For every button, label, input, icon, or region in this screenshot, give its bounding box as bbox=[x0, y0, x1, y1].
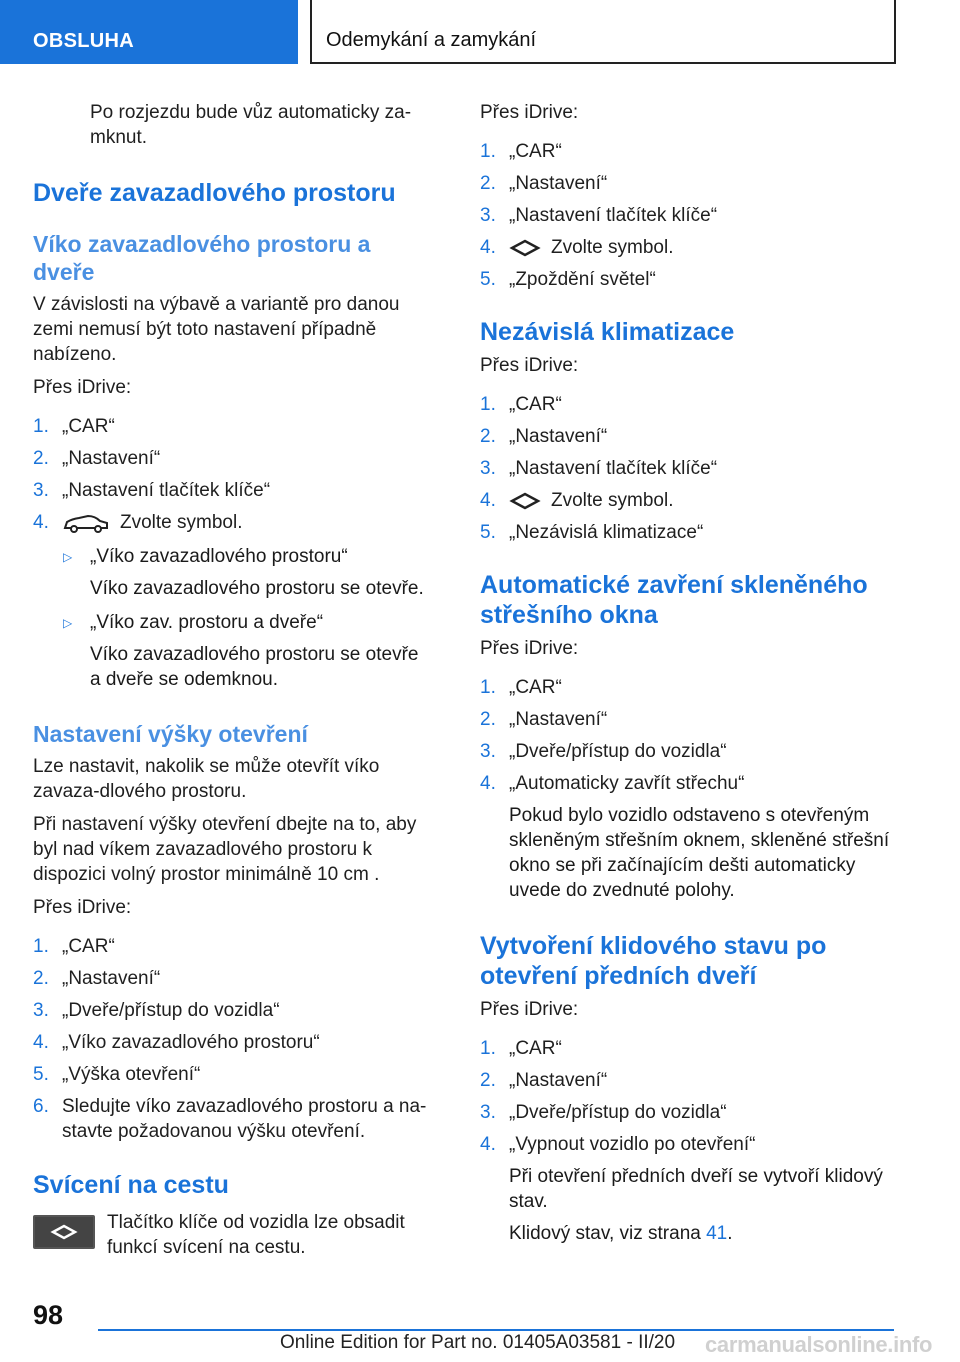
list-item: 3. „Nastavení tlačítek klíče“ bbox=[33, 480, 271, 501]
climate-via: Přes iDrive: bbox=[480, 355, 579, 376]
footer-divider bbox=[98, 1329, 894, 1331]
list-item: 4. „Vypnout vozidlo po otevření“ bbox=[480, 1134, 756, 1155]
diamond-light-icon bbox=[509, 239, 541, 257]
key-button-icon bbox=[33, 1215, 95, 1249]
light-via: Přes iDrive: bbox=[480, 102, 579, 123]
triangle-icon: ▷ bbox=[63, 550, 73, 564]
list-item: 2. „Nastavení“ bbox=[480, 709, 608, 730]
list-item: 4. „Víko zavazadlového prostoru“ bbox=[33, 1032, 320, 1053]
section-tab bbox=[0, 0, 298, 64]
list-item: 2. „Nastavení“ bbox=[480, 1070, 608, 1091]
list-item: 3. „Nastavení tlačítek klíče“ bbox=[480, 458, 718, 479]
height-heading: Nastavení výšky otevření bbox=[33, 721, 308, 747]
roof-steps bbox=[480, 675, 900, 796]
rest-via: Přes iDrive: bbox=[480, 999, 579, 1020]
rest-steps bbox=[480, 1036, 900, 1157]
list-item: 1. „CAR“ bbox=[480, 141, 562, 162]
rest-desc: Při otevření předních dveří se vytvoří klidový stav. bbox=[509, 1166, 883, 1212]
sub-option-desc: Víko zavazadlového prostoru se otevře. bbox=[90, 578, 424, 599]
list-item: 5. „Výška otevření“ bbox=[33, 1064, 201, 1085]
list-item: 1. „CAR“ bbox=[480, 677, 562, 698]
diamond-light-icon bbox=[509, 492, 541, 510]
climate-steps bbox=[480, 392, 900, 545]
list-item: 4. Zvolte symbol. bbox=[480, 490, 674, 511]
climate-heading: Nezávislá klimatizace bbox=[480, 318, 735, 346]
intro-text: Po rozjezdu bude vůz automaticky za-mknut. bbox=[90, 102, 412, 148]
list-item: 1. „CAR“ bbox=[33, 936, 115, 957]
roof-desc: Pokud bylo vozidlo odstaveno s otevřeným skleněným střešním oknem, skleněné střešní okno se při začínajícím dešti automaticky uvede do zvednuté polohy. bbox=[509, 805, 890, 901]
list-item: 1. „CAR“ bbox=[480, 394, 562, 415]
light-info bbox=[33, 1210, 443, 1260]
height-steps bbox=[33, 934, 443, 1144]
chapter-title: Odemykání a zamykání bbox=[326, 29, 537, 51]
list-item: 2. „Nastavení“ bbox=[480, 426, 608, 447]
list-item: 2. „Nastavení“ bbox=[33, 968, 161, 989]
list-item: 1. „CAR“ bbox=[33, 416, 115, 437]
chapter-box bbox=[310, 0, 896, 64]
list-item: 3. „Dveře/přístup do vozidla“ bbox=[480, 1102, 727, 1123]
trunk-heading: Dveře zavazadlového prostoru bbox=[33, 179, 396, 207]
right-column bbox=[480, 100, 900, 1246]
list-item: 3. „Nastavení tlačítek klíče“ bbox=[480, 205, 718, 226]
edition-text: Online Edition for Part no. 01405A03581 - II/20 bbox=[280, 1332, 676, 1353]
triangle-icon: ▷ bbox=[63, 616, 73, 630]
lid-text: V závislosti na výbavě a variantě pro danou zemi nemusí být toto nastavení případně nabízeno. bbox=[33, 294, 400, 365]
watermark: carmanualsonline.info bbox=[705, 1332, 933, 1357]
section-label: OBSLUHA bbox=[33, 30, 134, 52]
list-item: 3. „Dveře/přístup do vozidla“ bbox=[480, 741, 727, 762]
list-item: 2. „Nastavení“ bbox=[480, 173, 608, 194]
list-item: 5. „Zpoždění světel“ bbox=[480, 269, 656, 290]
rest-ref: Klidový stav, viz strana 41. bbox=[509, 1223, 733, 1244]
page-number: 98 bbox=[33, 1300, 64, 1330]
list-item: 2. „Nastavení“ bbox=[33, 448, 161, 469]
list-item: 3. „Dveře/přístup do vozidla“ bbox=[33, 1000, 280, 1021]
height-via: Přes iDrive: bbox=[33, 897, 132, 918]
sub-option-desc: Víko zavazadlového prostoru se otevře a dveře se odemknou. bbox=[90, 644, 419, 690]
list-item: 4. Zvolte symbol. bbox=[33, 512, 243, 533]
sub-option: ▷ „Víko zav. prostoru a dveře“ bbox=[33, 610, 443, 635]
light-text: Tlačítko klíče od vozidla lze obsadit funkcí svícení na cestu. bbox=[107, 1212, 405, 1258]
light-heading: Svícení na cestu bbox=[33, 1171, 229, 1199]
roof-heading: Automatické zavření skleněného střešního okna bbox=[480, 571, 868, 629]
lid-heading: Víko zavazadlového prostoru a dveře bbox=[33, 231, 371, 285]
lid-via: Přes iDrive: bbox=[33, 377, 132, 398]
car-trunk-icon bbox=[62, 513, 110, 533]
roof-via: Přes iDrive: bbox=[480, 638, 579, 659]
light-steps bbox=[480, 139, 900, 292]
list-item: 4. „Automaticky zavřít střechu“ bbox=[480, 773, 745, 794]
lid-steps bbox=[33, 414, 443, 535]
height-text-2: Při nastavení výšky otevření dbejte na to, aby byl nad víkem zavazadlového prostoru k dispozici volný prostor minimálně 10 cm . bbox=[33, 814, 417, 885]
list-item: 5. „Nezávislá klimatizace“ bbox=[480, 522, 704, 543]
list-item: 1. „CAR“ bbox=[480, 1038, 562, 1059]
rest-heading: Vytvoření klidového stavu po otevření předních dveří bbox=[480, 932, 827, 990]
list-item: 4. Zvolte symbol. bbox=[480, 237, 674, 258]
list-item: 6. Sledujte víko zavazadlového prostoru a na-stavte požadovanou výšku otevření. bbox=[33, 1096, 427, 1142]
page-link[interactable]: 41 bbox=[706, 1223, 728, 1244]
left-column bbox=[33, 100, 443, 1260]
sub-option: ▷ „Víko zavazadlového prostoru“ bbox=[33, 544, 443, 569]
height-text-1: Lze nastavit, nakolik se může otevřít víko zavaza-dlového prostoru. bbox=[33, 756, 380, 802]
